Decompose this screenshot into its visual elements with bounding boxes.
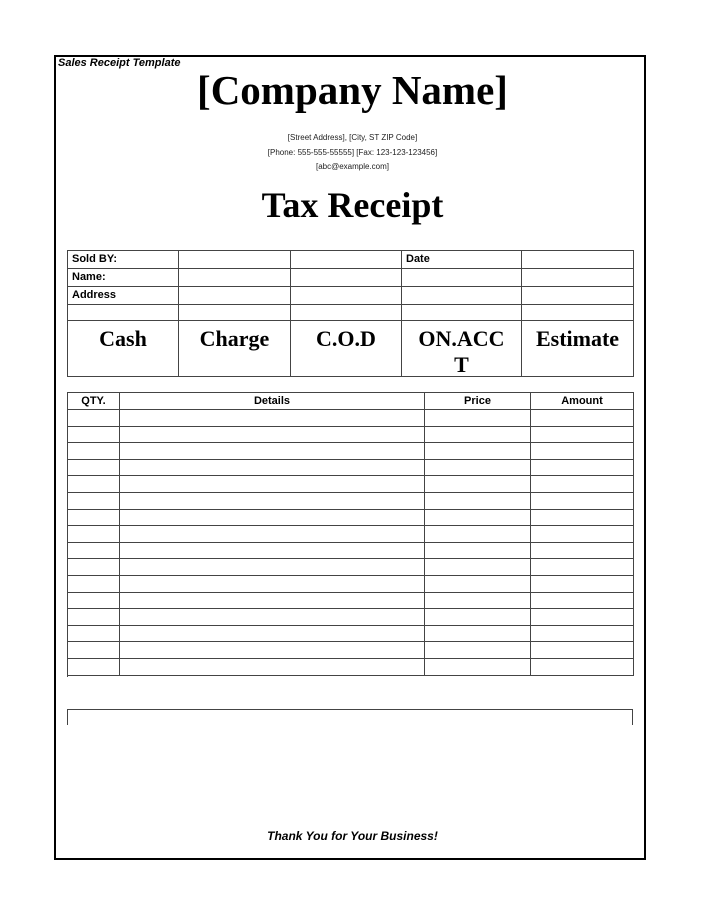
sold-by-label: Sold BY: bbox=[68, 251, 179, 269]
notes-box[interactable] bbox=[67, 709, 633, 725]
item-qty-cell[interactable] bbox=[68, 543, 120, 560]
payment-cash[interactable]: Cash bbox=[68, 321, 179, 377]
item-qty-cell[interactable] bbox=[68, 510, 120, 527]
item-amount-cell[interactable] bbox=[531, 593, 634, 610]
thank-you-message: Thank You for Your Business! bbox=[267, 829, 438, 843]
details-header: Details bbox=[120, 393, 425, 410]
company-name: [Company Name] bbox=[197, 67, 508, 113]
item-qty-cell[interactable] bbox=[68, 642, 120, 659]
item-amount-cell[interactable] bbox=[531, 410, 634, 427]
item-price-cell[interactable] bbox=[425, 576, 531, 593]
item-price-cell[interactable] bbox=[425, 559, 531, 576]
address-label: Address bbox=[68, 287, 179, 305]
item-amount-cell[interactable] bbox=[531, 626, 634, 643]
item-amount-cell[interactable] bbox=[531, 443, 634, 460]
amount-header: Amount bbox=[531, 393, 634, 410]
item-price-cell[interactable] bbox=[425, 427, 531, 444]
item-qty-cell[interactable] bbox=[68, 443, 120, 460]
item-qty-cell[interactable] bbox=[68, 493, 120, 510]
item-price-cell[interactable] bbox=[425, 659, 531, 676]
receipt-title: Tax Receipt bbox=[261, 185, 444, 225]
item-amount-cell[interactable] bbox=[531, 510, 634, 527]
info-cell[interactable] bbox=[402, 269, 522, 287]
sold-by-value-cell[interactable] bbox=[179, 251, 291, 269]
item-details-cell[interactable] bbox=[120, 476, 425, 493]
item-amount-cell[interactable] bbox=[531, 427, 634, 444]
payment-charge[interactable]: Charge bbox=[179, 321, 291, 377]
item-amount-cell[interactable] bbox=[531, 642, 634, 659]
info-cell[interactable] bbox=[68, 305, 179, 321]
item-amount-cell[interactable] bbox=[531, 543, 634, 560]
item-amount-cell[interactable] bbox=[531, 576, 634, 593]
item-qty-cell[interactable] bbox=[68, 576, 120, 593]
item-amount-cell[interactable] bbox=[531, 493, 634, 510]
item-details-cell[interactable] bbox=[120, 626, 425, 643]
item-price-cell[interactable] bbox=[425, 626, 531, 643]
item-qty-cell[interactable] bbox=[68, 476, 120, 493]
name-extra-cell[interactable] bbox=[291, 269, 402, 287]
sold-by-extra-cell[interactable] bbox=[291, 251, 402, 269]
item-details-cell[interactable] bbox=[120, 576, 425, 593]
item-details-cell[interactable] bbox=[120, 410, 425, 427]
date-label: Date bbox=[402, 251, 522, 269]
payment-on-account[interactable]: ON.ACC T bbox=[402, 321, 522, 377]
date-value-cell[interactable] bbox=[522, 251, 634, 269]
item-price-cell[interactable] bbox=[425, 543, 531, 560]
info-cell[interactable] bbox=[402, 305, 522, 321]
item-details-cell[interactable] bbox=[120, 609, 425, 626]
item-price-cell[interactable] bbox=[425, 460, 531, 477]
item-qty-cell[interactable] bbox=[68, 526, 120, 543]
item-price-cell[interactable] bbox=[425, 609, 531, 626]
contact-email: [abc@example.com] bbox=[315, 162, 390, 171]
item-amount-cell[interactable] bbox=[531, 609, 634, 626]
item-price-cell[interactable] bbox=[425, 510, 531, 527]
payment-cod[interactable]: C.O.D bbox=[291, 321, 402, 377]
info-cell[interactable] bbox=[291, 305, 402, 321]
item-details-cell[interactable] bbox=[120, 460, 425, 477]
item-details-cell[interactable] bbox=[120, 427, 425, 444]
item-qty-cell[interactable] bbox=[68, 427, 120, 444]
qty-header: QTY. bbox=[68, 393, 120, 410]
payment-estimate[interactable]: Estimate bbox=[522, 321, 634, 377]
info-cell[interactable] bbox=[402, 287, 522, 305]
item-qty-cell[interactable] bbox=[68, 626, 120, 643]
item-amount-cell[interactable] bbox=[531, 476, 634, 493]
item-details-cell[interactable] bbox=[120, 510, 425, 527]
item-amount-cell[interactable] bbox=[531, 526, 634, 543]
item-qty-cell[interactable] bbox=[68, 609, 120, 626]
item-details-cell[interactable] bbox=[120, 659, 425, 676]
info-cell[interactable] bbox=[179, 305, 291, 321]
item-price-cell[interactable] bbox=[425, 443, 531, 460]
info-cell[interactable] bbox=[522, 269, 634, 287]
item-details-cell[interactable] bbox=[120, 526, 425, 543]
item-amount-cell[interactable] bbox=[531, 559, 634, 576]
name-value-cell[interactable] bbox=[179, 269, 291, 287]
price-header: Price bbox=[425, 393, 531, 410]
item-qty-cell[interactable] bbox=[68, 593, 120, 610]
item-price-cell[interactable] bbox=[425, 526, 531, 543]
item-price-cell[interactable] bbox=[425, 493, 531, 510]
item-qty-cell[interactable] bbox=[68, 659, 120, 676]
item-qty-cell[interactable] bbox=[68, 460, 120, 477]
item-details-cell[interactable] bbox=[120, 593, 425, 610]
item-qty-cell[interactable] bbox=[68, 410, 120, 427]
item-price-cell[interactable] bbox=[425, 642, 531, 659]
item-details-cell[interactable] bbox=[120, 559, 425, 576]
contact-phone-fax: [Phone: 555-555-55555] [Fax: 123-123-123456] bbox=[267, 148, 438, 157]
item-price-cell[interactable] bbox=[425, 476, 531, 493]
item-details-cell[interactable] bbox=[120, 543, 425, 560]
template-label: Sales Receipt Template bbox=[58, 57, 181, 69]
info-cell[interactable] bbox=[522, 287, 634, 305]
item-amount-cell[interactable] bbox=[531, 460, 634, 477]
item-details-cell[interactable] bbox=[120, 642, 425, 659]
address-value-cell[interactable] bbox=[179, 287, 291, 305]
info-table bbox=[67, 250, 634, 377]
item-price-cell[interactable] bbox=[425, 593, 531, 610]
name-label: Name: bbox=[68, 269, 179, 287]
item-price-cell[interactable] bbox=[425, 410, 531, 427]
info-cell[interactable] bbox=[522, 305, 634, 321]
item-amount-cell[interactable] bbox=[531, 659, 634, 676]
address-extra-cell[interactable] bbox=[291, 287, 402, 305]
contact-address: [Street Address], [City, ST ZIP Code] bbox=[287, 133, 418, 142]
item-qty-cell[interactable] bbox=[68, 559, 120, 576]
items-table bbox=[67, 392, 634, 677]
item-details-cell[interactable] bbox=[120, 443, 425, 460]
item-details-cell[interactable] bbox=[120, 493, 425, 510]
